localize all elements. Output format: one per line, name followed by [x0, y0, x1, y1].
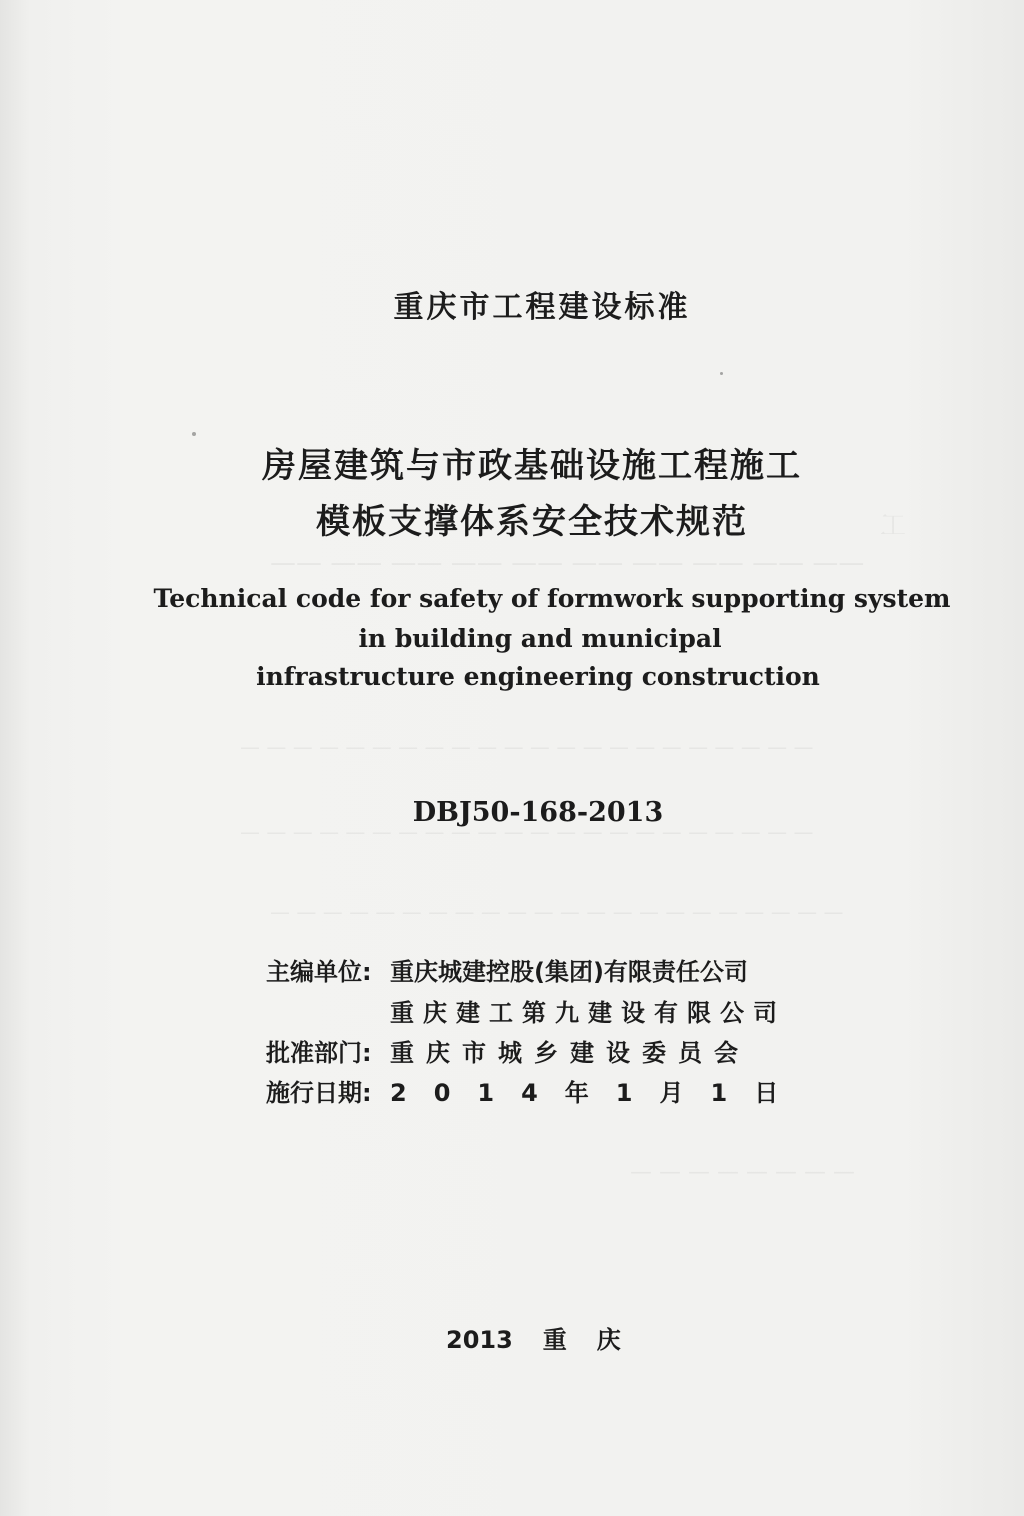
effective-date-row: [266, 1073, 806, 1108]
show-through-text: — — — — — — — — — — — — — — — — — — — — — —: [240, 735, 814, 759]
title-english-line-3: infrastructure engineering construction: [256, 662, 820, 691]
title-chinese-line-2: 模板支撑体系安全技术规范: [316, 502, 748, 542]
paper-speck: [720, 372, 723, 375]
chief-editor-unit-2: 重庆建工第九建设有限公司: [390, 999, 786, 1027]
standard-number: DBJ50-168-2013: [412, 797, 664, 828]
effective-date-label: 施行日期:: [266, 1079, 372, 1107]
show-through-text: — — — — — — — —: [630, 1160, 855, 1185]
approval-row: [266, 1033, 806, 1068]
chief-editor-label: 主编单位:: [266, 958, 372, 986]
publication-year: 2013: [446, 1326, 513, 1354]
show-through-text: — — — — — — — — — — — — — — — — — — — — — —: [270, 900, 844, 924]
show-through-text: —— —— —— —— —— —— —— —— —— ——: [270, 548, 865, 578]
effective-date: 2014年1月1日: [390, 1079, 806, 1107]
approval-label: 批准部门:: [266, 1039, 372, 1067]
show-through-text: — — — — — — — — — — — — — — — — — — — — — —: [240, 820, 814, 844]
publication-place: 重庆: [542, 1326, 651, 1354]
chief-editor-unit-1: 重庆城建控股(集团)有限责任公司: [390, 958, 748, 986]
approval-department: 重庆市城乡建设委员会: [390, 1039, 750, 1067]
chief-editor-row: [266, 952, 806, 987]
publication-line: [446, 1320, 651, 1355]
show-through-text: 工: [880, 511, 907, 541]
title-chinese-line-1: 房屋建筑与市政基础设施工程施工: [262, 446, 802, 486]
series-title: 重庆市工程建设标准: [393, 290, 691, 325]
chief-editor-row-2: [266, 993, 806, 1028]
title-english-line-2: in building and municipal: [358, 624, 722, 653]
paper-speck: [192, 432, 196, 436]
title-english-line-1: Technical code for safety of formwork supporting system: [153, 584, 951, 613]
